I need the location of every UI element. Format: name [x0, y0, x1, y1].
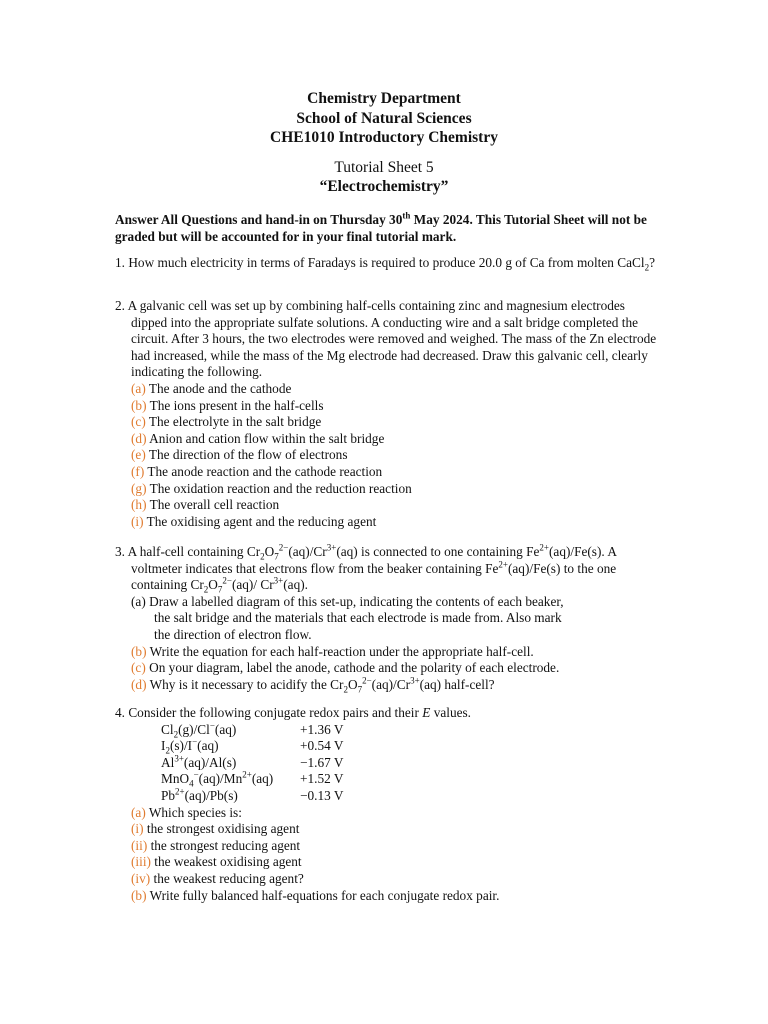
question-2-items	[115, 381, 660, 530]
list-item: (h) The overall cell reaction	[131, 497, 280, 513]
table-row: $I_2(s)/I^-(aq)$ +0.54 V	[161, 736, 344, 756]
list-item: (d) Anion and cation flow within the salt bridge	[131, 430, 385, 446]
list-item: (c) The electrolyte in the salt bridge	[131, 414, 322, 430]
instructions: Answer All Questions and hand-in on Thursday 30th May 2024. This Tutorial Sheet will not be graded but will be accounted for in your final tutorial mark.	[115, 210, 647, 244]
question-2: 2. A galvanic cell was set up by combining half-cells containing zinc and magnesium electrodes dipped into the appropriate sulfate solutions. A conducting wire and a salt bridge completed the circuit. After 3 hours, the two electrodes were removed and weighed. The mass of the Zn electrode had increased, while the mass of the Mg electrode had decreased. Draw this galvanic cell, clearly indicating the following. (a) The anode and the cathode (b) The ions present in the half-cells (c) The electrolyte in the salt bridge (d) Anion and cation flow within the salt bridge (e) The direction of the flow of electrons (f) The anode reaction and the cathode reaction (g) The oxidation reaction and the reduction reaction (h) The overall cell reaction (i) The oxidising agent and the reducing agent	[115, 298, 660, 530]
list-item: (e) The direction of the flow of electrons	[131, 447, 348, 463]
question-3: 3. A half-cell containing $Cr_2O_7^{2-}(aq)/Cr^{3+}(aq)$ is connected to one containing $Fe^{2+}(aq)/Fe(s)$. A voltmeter indicates that electrons flow from the beaker containing $Fe^{2+}(aq)/Fe(s)$ to the one containing $Cr_2O_7^{2-}(aq)/$ $Cr^{3+}(aq)$. (a) Draw a labelled diagram of this set-up, indicating the contents of each beaker, the salt bridge and the materials that each electrode is made from. Also mark the direction of electron flow. (b) Write the equation for each half-reaction under the appropriate half-cell. (c) On your diagram, label the anode, cathode and the polarity of each electrode. (d) Why is it necessary to acidify the $Cr_2O_7^{2-}(aq)/Cr^{3+}(aq)$ half-cell?	[115, 544, 660, 693]
list-item-continuation: the salt bridge and the materials that each electrode is made from. Also mark	[154, 610, 562, 626]
table-row: $Al^{3+}(aq)/Al(s)$ −1.67 V	[161, 753, 344, 770]
list-item: (i) The oxidising agent and the reducing agent	[131, 513, 377, 529]
question-3-items	[115, 594, 660, 694]
question-4: 4. Consider the following conjugate redox pairs and their E values. $Cl_2(g)/Cl^-(aq)$ +1.36 V $I_2(s)/I^-(aq)$ +0.54 V $Al^{3+}(aq)/Al(s)$ −1.67 V $MnO_4^-(aq)/Mn^{2+}(aq)$ +1.52 V $Pb^{2+}(aq)/Pb(s)$ −0.13 V (a) Which species is: (i) the strongest oxidising agent (ii) the strongest reducing agent (iii) the weakest oxidising agent (iv) the weakest reducing agent? (b) Write fully balanced half-equations for each conjugate redox pair.	[115, 705, 660, 904]
list-item: (b) The ions present in the half-cells	[131, 397, 324, 413]
list-item: (d) Why is it necessary to acidify the $Cr_2O_7^{2-}(aq)/Cr^{3+}(aq)$ half-cell?	[131, 675, 495, 695]
sheet-title: Tutorial Sheet 5	[334, 158, 434, 176]
table-row: $Pb^{2+}(aq)/Pb(s)$ −0.13 V	[161, 786, 344, 803]
redox-pairs-table	[161, 722, 660, 805]
list-item-continuation: the direction of electron flow.	[154, 626, 312, 642]
question-1: 1. How much electricity in terms of Faradays is required to produce 20.0 g of Ca from molten CaCl$_2$?	[115, 255, 655, 273]
list-item: (a) The anode and the cathode	[131, 380, 292, 396]
list-item: (c) On your diagram, label the anode, cathode and the polarity of each electrode.	[131, 660, 560, 676]
school-name: School of Natural Sciences	[296, 109, 472, 127]
list-item: (f) The anode reaction and the cathode reaction	[131, 463, 383, 479]
document-header	[0, 89, 768, 197]
list-item: (b) Write fully balanced half-equations for each conjugate redox pair.	[131, 887, 500, 903]
topic-title: “Electrochemistry”	[319, 178, 449, 195]
list-item: (iv) the weakest reducing agent?	[131, 870, 304, 886]
course-title: CHE1010 Introductory Chemistry	[270, 129, 498, 146]
list-item: (g) The oxidation reaction and the reduction reaction	[131, 480, 412, 496]
table-row: $MnO_4^-(aq)/Mn^{2+}(aq)$ +1.52 V	[161, 769, 344, 790]
list-item: (b) Write the equation for each half-reaction under the appropriate half-cell.	[131, 643, 534, 659]
question-4-items	[115, 805, 660, 905]
table-row: $Cl_2(g)/Cl^-(aq)$ +1.36 V	[161, 720, 344, 740]
list-item: (i) the strongest oxidising agent	[131, 821, 300, 837]
list-item: (a) Which species is:	[131, 804, 242, 820]
list-item: (iii) the weakest oxidising agent	[131, 854, 302, 870]
department-name: Chemistry Department	[307, 90, 461, 107]
list-item: (a) Draw a labelled diagram of this set-up, indicating the contents of each beaker,	[131, 593, 564, 609]
list-item: (ii) the strongest reducing agent	[131, 837, 301, 853]
